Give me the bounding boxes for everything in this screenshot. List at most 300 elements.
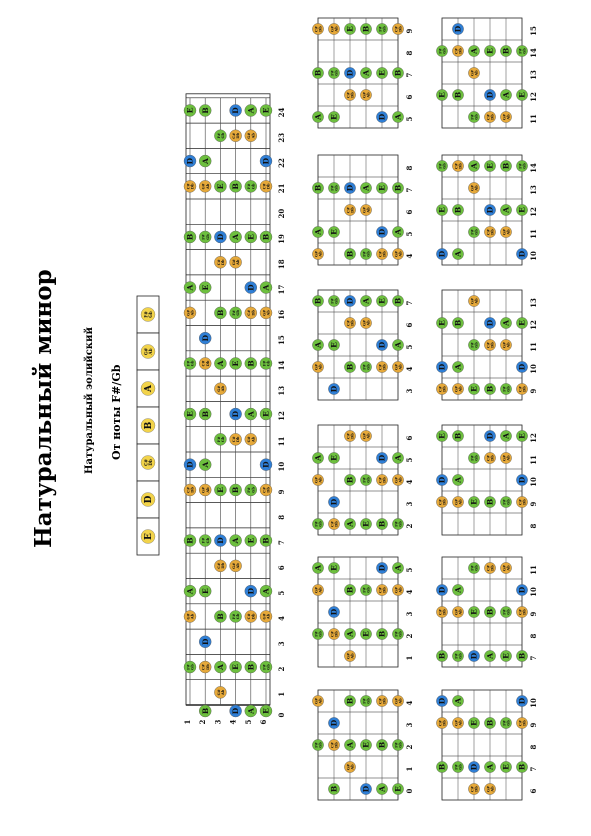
neck-note <box>230 535 242 547</box>
note-label-flat: Ab <box>398 364 403 370</box>
neck-note <box>230 661 242 673</box>
note-label-flat: Db <box>522 609 527 615</box>
position-note <box>344 248 355 259</box>
note-label-sharp: F# <box>186 664 191 670</box>
neck-fret-number: 7 <box>277 540 286 545</box>
note-label-flat: Gb <box>190 360 195 367</box>
note-label: A <box>215 360 225 367</box>
position-note <box>312 518 323 529</box>
note-label-sharp: C# <box>454 163 459 169</box>
position-note <box>516 204 527 215</box>
position-note <box>344 182 355 193</box>
note-label-flat: Gb <box>221 132 225 139</box>
position-note <box>312 695 323 706</box>
neck-note <box>245 408 257 420</box>
position-fret-number: 8 <box>405 50 414 56</box>
note-label: E <box>185 411 195 417</box>
note-label-flat: Ab <box>366 320 371 326</box>
note-label-flat: Gb <box>474 229 479 235</box>
note-label-sharp: C# <box>201 664 206 670</box>
note-label: B <box>200 707 210 715</box>
note-label-sharp: G# <box>201 183 206 190</box>
note-label-sharp: F# <box>470 455 475 461</box>
note-label: A <box>485 764 495 770</box>
position-note <box>484 606 495 617</box>
position-note <box>312 584 323 595</box>
note-label-sharp: G# <box>346 652 351 660</box>
position-diagram <box>312 425 414 535</box>
position-note <box>436 204 447 215</box>
note-label: A <box>200 158 210 164</box>
neck-note <box>214 535 226 547</box>
neck-note <box>199 180 211 192</box>
note-label-flat: Ab <box>205 183 210 190</box>
note-label-sharp: G# <box>314 476 319 484</box>
position-note <box>328 339 339 350</box>
neck-note <box>214 180 226 192</box>
neck-note <box>214 686 226 698</box>
note-label: D <box>517 586 527 594</box>
note-label-sharp: C# <box>346 92 351 98</box>
note-label-flat: Db <box>382 698 387 704</box>
position-note <box>484 111 495 122</box>
note-label: B <box>345 586 355 594</box>
note-label-flat: Ab <box>458 386 463 392</box>
note-label-flat: Db <box>350 320 355 326</box>
position-note <box>484 89 495 100</box>
position-note <box>376 695 387 706</box>
position-note <box>452 606 463 617</box>
note-label: A <box>246 411 256 417</box>
note-label-sharp: F# <box>394 631 399 637</box>
position-note <box>360 430 371 441</box>
neck-note <box>230 130 242 142</box>
note-label-sharp: G# <box>470 69 475 77</box>
note-label: D <box>437 476 447 484</box>
note-label: D <box>329 385 339 393</box>
legend-note <box>141 308 155 322</box>
note-label-flat: Gb <box>506 609 511 615</box>
position-note <box>328 295 339 306</box>
neck-note <box>245 282 257 294</box>
note-label-sharp: C# <box>346 320 351 326</box>
position-note <box>376 295 387 306</box>
note-label-flat: Ab <box>251 133 256 139</box>
note-label-sharp: G# <box>186 613 191 620</box>
note-label-flat: Ab <box>318 587 323 593</box>
note-label: D <box>329 608 339 616</box>
note-label-sharp: C# <box>486 114 491 120</box>
position-note <box>500 761 511 772</box>
neck-fret-number: 4 <box>277 616 286 621</box>
note-label-flat: Ab <box>474 70 479 76</box>
note-label-sharp: G# <box>314 586 319 594</box>
note-label-flat: Ab <box>236 563 241 569</box>
note-label-sharp: G# <box>346 763 351 771</box>
position-outline <box>318 155 398 265</box>
note-label-sharp: G# <box>470 297 475 305</box>
note-label-flat: Db <box>190 183 195 190</box>
note-label-flat: Db <box>522 386 527 392</box>
position-fret-number: 10 <box>529 364 538 374</box>
note-label-sharp: C# <box>216 259 221 266</box>
position-note <box>392 628 403 639</box>
note-label: B <box>377 520 387 528</box>
note-label: D <box>517 476 527 484</box>
position-note <box>392 67 403 78</box>
position-fret-number: 10 <box>529 477 538 487</box>
legend-note-label: B <box>144 421 154 430</box>
note-label: D <box>361 785 371 793</box>
scale-notes-legend <box>137 296 159 555</box>
note-label-flat: Gb <box>474 565 479 571</box>
position-note <box>328 182 339 193</box>
neck-note <box>214 433 226 445</box>
note-label: B <box>361 25 371 33</box>
position-fret-number: 7 <box>405 187 414 193</box>
note-label-flat: Ab <box>221 689 226 696</box>
note-label: B <box>246 360 256 367</box>
position-note <box>360 204 371 215</box>
note-label-sharp: G# <box>502 564 507 572</box>
note-label-sharp: C# <box>346 433 351 439</box>
note-label-flat: Gb <box>474 342 479 348</box>
position-note <box>312 452 323 463</box>
note-label: A <box>313 565 323 571</box>
neck-fret-number: 2 <box>277 666 286 672</box>
note-label: E <box>261 411 271 417</box>
note-label-flat: Ab <box>318 477 323 483</box>
note-label: B <box>313 184 323 192</box>
position-note <box>500 89 511 100</box>
note-label-sharp: C# <box>486 455 491 461</box>
neck-note <box>245 307 257 319</box>
note-label-flat: Db <box>382 251 387 257</box>
position-note <box>376 226 387 237</box>
position-note <box>312 474 323 485</box>
legend-note-flat: Ab <box>148 348 153 355</box>
position-fret-number: 4 <box>405 366 414 372</box>
position-note <box>328 452 339 463</box>
note-label: E <box>469 499 479 505</box>
note-label-sharp: G# <box>362 91 367 99</box>
note-label: D <box>469 763 479 771</box>
note-label-flat: Ab <box>318 698 323 704</box>
neck-note <box>184 282 196 294</box>
note-label-sharp: C# <box>486 342 491 348</box>
note-label: A <box>501 320 511 326</box>
note-label: D <box>231 707 241 715</box>
note-label-flat: Gb <box>382 26 387 32</box>
neck-note <box>245 661 257 673</box>
note-label-sharp: C# <box>216 562 221 569</box>
position-note <box>452 248 463 259</box>
neck-note <box>214 231 226 243</box>
position-note <box>452 695 463 706</box>
position-fret-number: 5 <box>405 457 414 463</box>
position-note <box>500 562 511 573</box>
note-label-flat: Ab <box>398 698 403 704</box>
neck-fret-number: 6 <box>277 565 286 571</box>
note-label: E <box>329 342 339 348</box>
note-label: D <box>377 341 387 349</box>
neck-note <box>260 180 272 192</box>
note-label-flat: Gb <box>398 521 403 527</box>
position-note <box>392 182 403 193</box>
position-fret-number: 13 <box>529 185 538 195</box>
note-label: B <box>517 763 527 771</box>
position-note <box>360 361 371 372</box>
neck-note <box>214 256 226 268</box>
position-diagram <box>312 290 414 400</box>
note-label: B <box>216 309 225 317</box>
note-label-flat: Db <box>490 342 495 348</box>
neck-fret-number: 15 <box>277 335 286 346</box>
position-note <box>376 339 387 350</box>
note-label-sharp: G# <box>362 432 367 440</box>
position-outline <box>442 18 522 128</box>
note-label: A <box>345 521 355 527</box>
position-fret-number: 7 <box>529 655 538 661</box>
note-label-flat: Gb <box>334 298 339 304</box>
note-label-sharp: G# <box>314 363 319 371</box>
position-note <box>500 111 511 122</box>
position-note <box>436 650 447 661</box>
position-note <box>328 739 339 750</box>
neck-note <box>214 484 226 496</box>
note-label-flat: Gb <box>474 114 479 120</box>
note-label-flat: Ab <box>474 185 479 191</box>
position-fret-number: 8 <box>529 744 538 750</box>
note-label: A <box>246 107 256 114</box>
note-label-flat: Db <box>382 477 387 483</box>
neck-outline <box>186 94 270 705</box>
neck-note <box>230 560 242 572</box>
note-label-sharp: C# <box>346 207 351 213</box>
note-label: A <box>393 229 403 235</box>
position-fret-number: 11 <box>529 565 538 575</box>
neck-note <box>230 408 242 420</box>
note-label-flat: Gb <box>398 742 403 748</box>
note-label-sharp: F# <box>378 26 383 32</box>
note-label-flat: Gb <box>506 386 511 392</box>
neck-fret-number: 23 <box>277 132 286 143</box>
note-label-sharp: F# <box>454 653 459 659</box>
note-label-sharp: C# <box>330 631 335 637</box>
note-label-flat: Gb <box>398 631 403 637</box>
position-note <box>484 204 495 215</box>
note-label-flat: Db <box>251 613 256 620</box>
note-label: B <box>485 608 495 616</box>
neck-note <box>260 585 272 597</box>
position-note <box>392 452 403 463</box>
position-note <box>468 295 479 306</box>
note-label-flat: Db <box>522 720 527 726</box>
note-label: B <box>329 785 339 793</box>
note-label: D <box>329 719 339 727</box>
note-label-sharp: F# <box>394 521 399 527</box>
position-fret-number: 7 <box>529 766 538 772</box>
note-label-sharp: G# <box>362 206 367 214</box>
position-fret-number: 4 <box>405 479 414 485</box>
position-note <box>436 606 447 617</box>
note-label: B <box>345 250 355 258</box>
neck-note <box>199 231 211 243</box>
neck-fret-number: 11 <box>277 436 286 447</box>
note-label: D <box>231 410 241 418</box>
position-note <box>360 474 371 485</box>
note-label-flat: Db <box>350 92 355 98</box>
position-note <box>344 584 355 595</box>
note-label-sharp: C# <box>454 48 459 54</box>
note-label: B <box>501 162 511 170</box>
note-label-sharp: F# <box>394 742 399 748</box>
position-note <box>376 628 387 639</box>
note-label: D <box>437 363 447 371</box>
neck-note <box>230 433 242 445</box>
note-label: A <box>185 284 195 291</box>
note-label-flat: Ab <box>251 436 256 443</box>
position-fret-number: 13 <box>529 298 538 308</box>
neck-note <box>245 705 257 717</box>
note-label: B <box>453 432 463 440</box>
position-note <box>328 496 339 507</box>
neck-note <box>260 484 272 496</box>
note-label-sharp: C# <box>232 436 236 443</box>
note-label-flat: Ab <box>366 92 371 98</box>
position-fret-number: 12 <box>529 433 538 443</box>
note-label-sharp: C# <box>394 26 399 32</box>
position-note <box>436 361 447 372</box>
neck-note <box>230 705 242 717</box>
position-note <box>328 226 339 237</box>
note-label-flat: Gb <box>236 310 241 316</box>
neck-note <box>260 104 272 116</box>
position-note <box>500 204 511 215</box>
note-label: E <box>437 320 447 326</box>
note-label-flat: Ab <box>506 455 511 461</box>
position-note <box>312 67 323 78</box>
position-note <box>516 317 527 328</box>
neck-note <box>184 610 196 622</box>
note-label-flat: Ab <box>474 298 479 304</box>
note-label: E <box>246 537 256 544</box>
note-label: D <box>216 537 226 544</box>
note-label: A <box>393 455 403 461</box>
position-note <box>344 474 355 485</box>
note-label-sharp: F# <box>438 48 443 54</box>
position-note <box>436 474 447 485</box>
note-label-flat: Db <box>334 742 339 748</box>
note-label: A <box>185 588 195 595</box>
note-label-sharp: F# <box>262 360 267 367</box>
position-note <box>436 430 447 441</box>
note-label-sharp: F# <box>502 499 507 505</box>
note-label: B <box>313 297 323 305</box>
note-label: B <box>231 486 241 494</box>
neck-note <box>245 104 257 116</box>
position-note <box>344 430 355 441</box>
note-label: E <box>361 631 371 637</box>
neck-note <box>184 661 196 673</box>
position-note <box>328 606 339 617</box>
note-label-flat: Gb <box>366 698 371 704</box>
note-label-sharp: C# <box>518 609 523 615</box>
note-label-flat: Db <box>474 786 479 792</box>
position-note <box>344 761 355 772</box>
note-label: E <box>329 114 339 120</box>
note-label-flat: Ab <box>366 433 371 439</box>
position-note <box>360 23 371 34</box>
note-label-flat: Ab <box>350 764 355 770</box>
legend-note-sharp: C# <box>143 459 149 466</box>
position-note <box>516 650 527 661</box>
note-label: B <box>377 630 387 638</box>
position-note <box>452 160 463 171</box>
position-note <box>436 761 447 772</box>
position-fret-number: 11 <box>529 114 538 124</box>
position-fret-number: 11 <box>529 342 538 352</box>
note-label: D <box>485 91 495 99</box>
neck-note <box>199 282 211 294</box>
note-label: A <box>501 433 511 439</box>
position-note <box>500 317 511 328</box>
position-note <box>312 739 323 750</box>
note-label-sharp: G# <box>216 385 221 392</box>
note-label: E <box>329 455 339 461</box>
note-label: B <box>393 184 403 192</box>
position-note <box>436 695 447 706</box>
position-note <box>516 584 527 595</box>
position-note <box>328 562 339 573</box>
note-label-sharp: G# <box>394 363 399 371</box>
position-note <box>468 339 479 350</box>
note-label-flat: Gb <box>266 360 271 367</box>
neck-note <box>260 610 272 622</box>
note-label: A <box>393 342 403 348</box>
note-label-flat: Gb <box>318 742 323 748</box>
note-label: E <box>215 487 225 493</box>
position-note <box>392 739 403 750</box>
note-label: D <box>517 697 527 705</box>
position-note <box>516 361 527 372</box>
note-label-flat: Gb <box>522 163 527 169</box>
position-note <box>468 606 479 617</box>
note-label-sharp: C# <box>518 386 523 392</box>
note-label-flat: Ab <box>506 565 511 571</box>
note-label-sharp: C# <box>186 487 191 493</box>
position-note <box>360 783 371 794</box>
note-label: E <box>329 565 339 571</box>
position-fret-number: 5 <box>405 231 414 237</box>
position-fret-number: 6 <box>405 322 414 328</box>
root-note-label: От ноты F#/Gb <box>110 364 123 460</box>
note-label: B <box>345 363 355 371</box>
position-note <box>376 248 387 259</box>
note-label: E <box>437 207 447 213</box>
note-label: D <box>329 498 339 506</box>
neck-note <box>260 535 272 547</box>
note-label-flat: Db <box>190 487 195 493</box>
position-note <box>468 45 479 56</box>
legend-note <box>141 493 155 507</box>
note-label-sharp: F# <box>314 631 319 637</box>
note-label-flat: Db <box>266 183 271 190</box>
position-note <box>500 226 511 237</box>
position-note <box>468 160 479 171</box>
position-note <box>360 89 371 100</box>
note-label-sharp: G# <box>454 385 459 393</box>
